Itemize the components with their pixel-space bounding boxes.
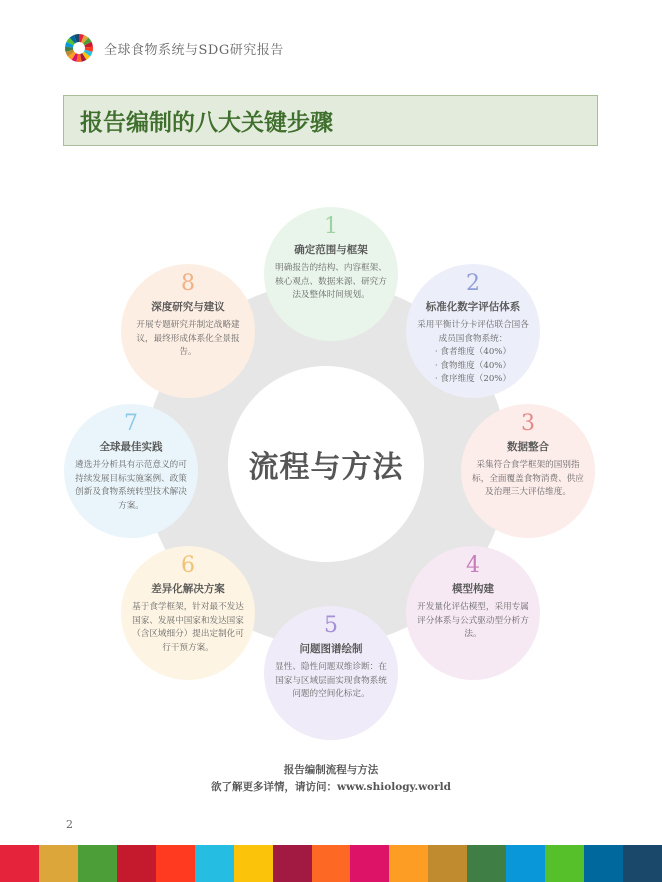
report-title: 全球食物系统与SDG研究报告 xyxy=(104,42,284,58)
step-number: 3 xyxy=(521,411,535,436)
step-number: 1 xyxy=(324,214,338,239)
list-item: · 食者维度（40%） xyxy=(434,347,512,357)
sdg-color-segment xyxy=(312,845,351,882)
sdg-color-bar xyxy=(0,845,662,882)
step-title: 深度研究与建议 xyxy=(151,301,225,313)
sdg-color-segment xyxy=(545,845,584,882)
step-7 xyxy=(64,404,198,538)
sdg-color-segment xyxy=(156,845,195,882)
step-title: 数据整合 xyxy=(507,441,549,453)
step-5 xyxy=(264,606,398,740)
center-label: 流程与方法 xyxy=(248,450,404,485)
section-title: 报告编制的八大关键步骤 xyxy=(80,110,333,136)
step-3 xyxy=(461,404,595,538)
caption-title: 报告编制流程与方法 xyxy=(283,764,379,776)
step-title: 问题图谱绘制 xyxy=(299,643,363,655)
step-title: 全球最佳实践 xyxy=(99,441,163,453)
step-description: 开展专题研究并制定战略建议，最终形成体系化全景报告。 xyxy=(136,320,240,357)
sdg-color-segment xyxy=(389,845,428,882)
step-description: 采集符合食学框架的国别指标，全面覆盖食物消费、供应及治理三大评估维度。 xyxy=(472,460,584,497)
step-6 xyxy=(121,546,255,680)
sdg-color-segment xyxy=(39,845,78,882)
figure-caption xyxy=(0,762,662,796)
step-title: 确定范围与框架 xyxy=(294,244,368,256)
sdg-color-segment xyxy=(428,845,467,882)
caption-link[interactable]: 欲了解更多详情，请访问：www.shiology.world xyxy=(210,781,452,793)
sdg-color-segment xyxy=(467,845,506,882)
step-number: 8 xyxy=(181,271,195,296)
step-description: 显性、隐性问题双维诊断：在国家与区域层面实现食物系统问题的空间化标定。 xyxy=(275,662,387,699)
step-title: 差异化解决方案 xyxy=(151,583,225,595)
sdg-color-segment xyxy=(117,845,156,882)
step-description: 遴选并分析具有示范意义的可持续发展目标实施案例、政策创新及食物系统转型技术解决方案。 xyxy=(75,460,187,511)
step-title: 模型构建 xyxy=(452,583,494,595)
sdg-color-segment xyxy=(584,845,623,882)
list-item: · 食序维度（20%） xyxy=(434,374,512,384)
step-4 xyxy=(406,546,540,680)
page-number: 2 xyxy=(66,818,73,831)
step-title: 标准化数字评估体系 xyxy=(425,301,521,313)
center-circle xyxy=(228,366,424,562)
sdg-color-segment xyxy=(623,845,662,882)
step-description: 开发量化评估模型，采用专属评分体系与公式驱动型分析方法。 xyxy=(417,602,529,639)
sdg-color-segment xyxy=(0,845,39,882)
step-8 xyxy=(121,264,255,398)
step-description xyxy=(416,319,530,387)
sdg-wheel-logo xyxy=(64,33,94,63)
step-number: 2 xyxy=(466,271,480,296)
sdg-color-segment xyxy=(78,845,117,882)
step-2 xyxy=(406,264,540,398)
step-number: 5 xyxy=(324,613,338,638)
step-description: 明确报告的结构、内容框架、核心观点、数据来源、研究方法及整体时间规划。 xyxy=(275,263,387,300)
sdg-color-segment xyxy=(273,845,312,882)
sdg-color-segment xyxy=(506,845,545,882)
step-number: 4 xyxy=(466,553,480,578)
sdg-color-segment xyxy=(350,845,389,882)
sdg-color-segment xyxy=(234,845,273,882)
step-number: 7 xyxy=(124,411,138,436)
step-description: 基于食学框架，针对最不发达国家、发展中国家和发达国家（含区域细分）提出定制化可行干预方案。 xyxy=(132,602,244,653)
step-number: 6 xyxy=(181,553,195,578)
section-title-box xyxy=(63,95,598,146)
step-1 xyxy=(264,207,398,341)
step-description-text: 采用平衡计分卡评估联合国各成员国食物系统： xyxy=(417,320,529,344)
sdg-color-segment xyxy=(195,845,234,882)
list-item: · 食物维度（40%） xyxy=(434,360,512,371)
report-header xyxy=(64,33,284,63)
